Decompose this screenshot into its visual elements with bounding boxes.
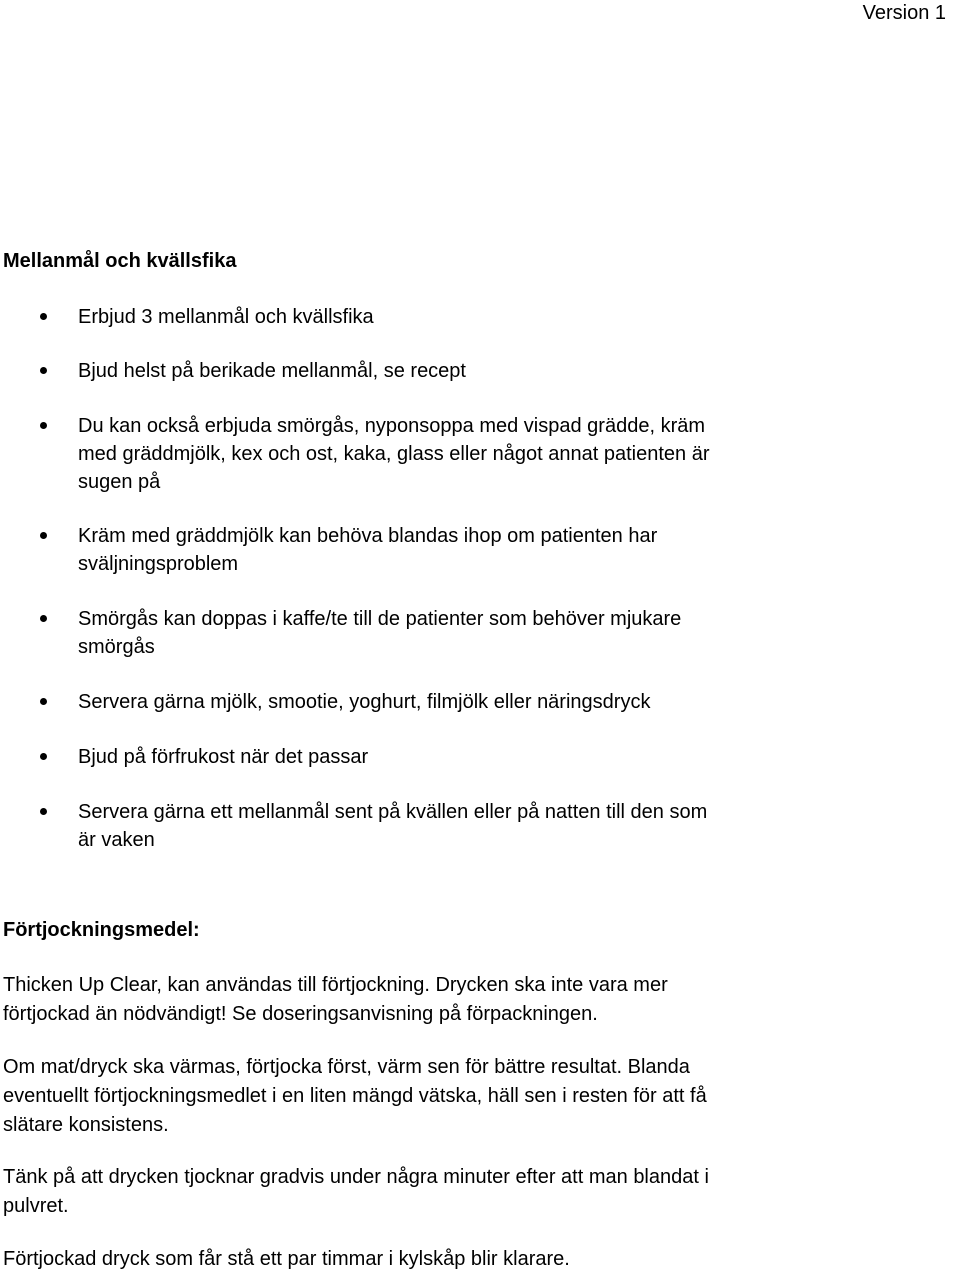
bullet-icon	[40, 808, 47, 815]
list-item-text: Servera gärna ett mellanmål sent på kvällen eller på natten till den som är vaken	[78, 801, 708, 851]
bullet-icon	[40, 532, 47, 539]
bullet-icon	[40, 698, 47, 705]
list-item-text: Du kan också erbjuda smörgås, nyponsoppa med vispad grädde, kräm med gräddmjölk, kex och ost, kaka, glass eller något annat patienten är sugen på	[78, 415, 710, 493]
bullet-icon	[40, 367, 47, 374]
section-heading-snacks: Mellanmål och kvällsfika	[3, 250, 237, 272]
section-heading-thickener: Förtjockningsmedel:	[3, 919, 200, 941]
bullet-icon	[40, 615, 47, 622]
list-item-text: Erbjud 3 mellanmål och kvällsfika	[78, 306, 374, 328]
list-item-text: Servera gärna mjölk, smootie, yoghurt, filmjölk eller näringsdryck	[78, 691, 651, 713]
paragraph-clearer: Förtjockad dryck som får stå ett par timmar i kylskåp blir klarare.	[3, 1248, 570, 1270]
bullet-icon	[40, 313, 47, 320]
bullet-icon	[40, 753, 47, 760]
paragraph-heating: Om mat/dryck ska värmas, förtjocka först, värm sen för bättre resultat. Blanda eventuellt förtjockningsmedlet i en liten mängd vätska, häll sen i resten för att få slätare konsistens.	[3, 1056, 707, 1136]
version-label: Version 1	[862, 2, 946, 24]
list-item-text: Smörgås kan doppas i kaffe/te till de patienter som behöver mjukare smörgås	[78, 608, 682, 658]
list-item-text: Bjud helst på berikade mellanmål, se recept	[78, 360, 466, 382]
list-item-text: Bjud på förfrukost när det passar	[78, 746, 369, 768]
list-item-text: Kräm med gräddmjölk kan behöva blandas ihop om patienten har sväljningsproblem	[78, 525, 658, 575]
paragraph-gradual-thickening: Tänk på att drycken tjocknar gradvis under några minuter efter att man blandat i pulvret.	[3, 1166, 709, 1217]
bullet-icon	[40, 422, 47, 429]
paragraph-thicken-up: Thicken Up Clear, kan användas till förtjockning. Drycken ska inte vara mer förtjockad än nödvändigt! Se doseringsanvisning på förpackningen.	[3, 974, 668, 1025]
